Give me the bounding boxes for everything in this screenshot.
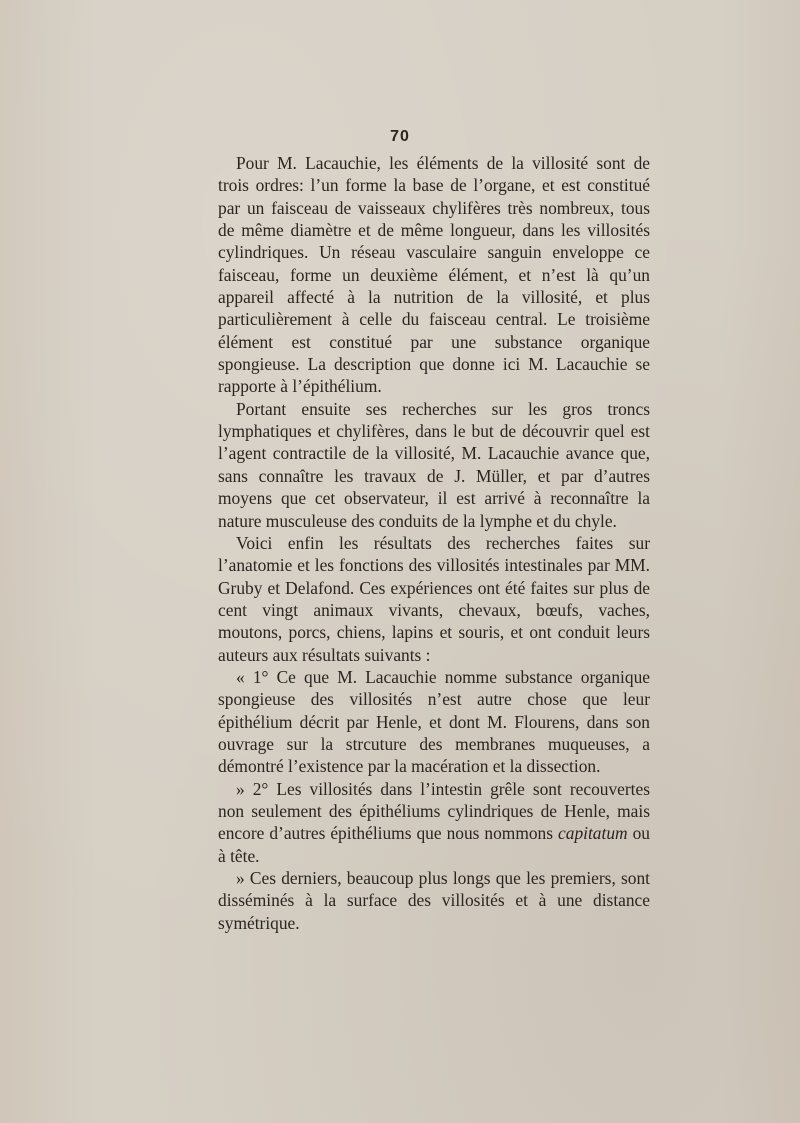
paragraph-lymphatic-research: Portant ensuite ses recherches sur les gros troncs lymphatiques et chylifères, dans le but de découvrir quel est l’agent contractile de la villosité, M. Lacauchie avance que, sans connaître les travaux de J. Müller, et par d’autres moyens que cet observateur, il est arrivé à reconnaître la nature musculeuse des conduits de la lymphe et du chyle.	[218, 398, 650, 531]
paragraph-point-2	[218, 778, 650, 867]
body-text	[218, 152, 650, 934]
paragraph-capitatum-description: » Ces derniers, beaucoup plus longs que les premiers, sont disséminés à la surface des villosités et à une distance symétrique.	[218, 868, 650, 933]
page-number: 70	[390, 128, 410, 145]
paragraph-lacauchie-elements: Pour M. Lacauchie, les éléments de la villosité sont de trois ordres: l’un forme la base de l’organe, et est constitué par un faisceau de vaisseaux chylifères très nombreux, tous de même diamètre et de même longueur, dans les villosités cylindriques. Un réseau vasculaire sanguin enveloppe ce faisceau, forme un deuxième élément, et n’est là qu’un appareil affecté à la nutrition de la villosité, et plus particulièrement à celle du faisceau central. Le troisième élément est constitué par une substance organique spongieuse. La description que donne ici M. Lacauchie se rapporte à l’épithélium.	[218, 153, 650, 397]
paragraph-point-2-tail: ou à tête.	[218, 823, 650, 866]
italic-term-capitatum: capitatum	[558, 823, 628, 844]
paragraph-point-1: « 1° Ce que M. Lacauchie nomme substance organique spongieuse des villosités n’est autre chose que leur épithélium décrit par Henle, et dont M. Flourens, dans son ouvrage sur la strcuture des membranes muqueuses, a démontré l’existence par la macération et la dissection.	[218, 666, 650, 777]
paragraph-gruby-delafond: Voici enfin les résultats des recherches faites sur l’anatomie et les fonctions des villosités intestinales par MM. Gruby et Delafond. Ces expériences ont été faites sur plus de cent vingt animaux vivants, chevaux, bœufs, vaches, moutons, porcs, chiens, lapins et souris, et ont conduit leurs auteurs aux résultats suivants :	[218, 532, 650, 665]
paragraph-point-2-text: » 2° Les villosités dans l’intestin grêle sont recouvertes non seulement des épithéliums cylindriques de Henle, mais encore d’autres épithéliums que nous nommons	[218, 778, 650, 844]
